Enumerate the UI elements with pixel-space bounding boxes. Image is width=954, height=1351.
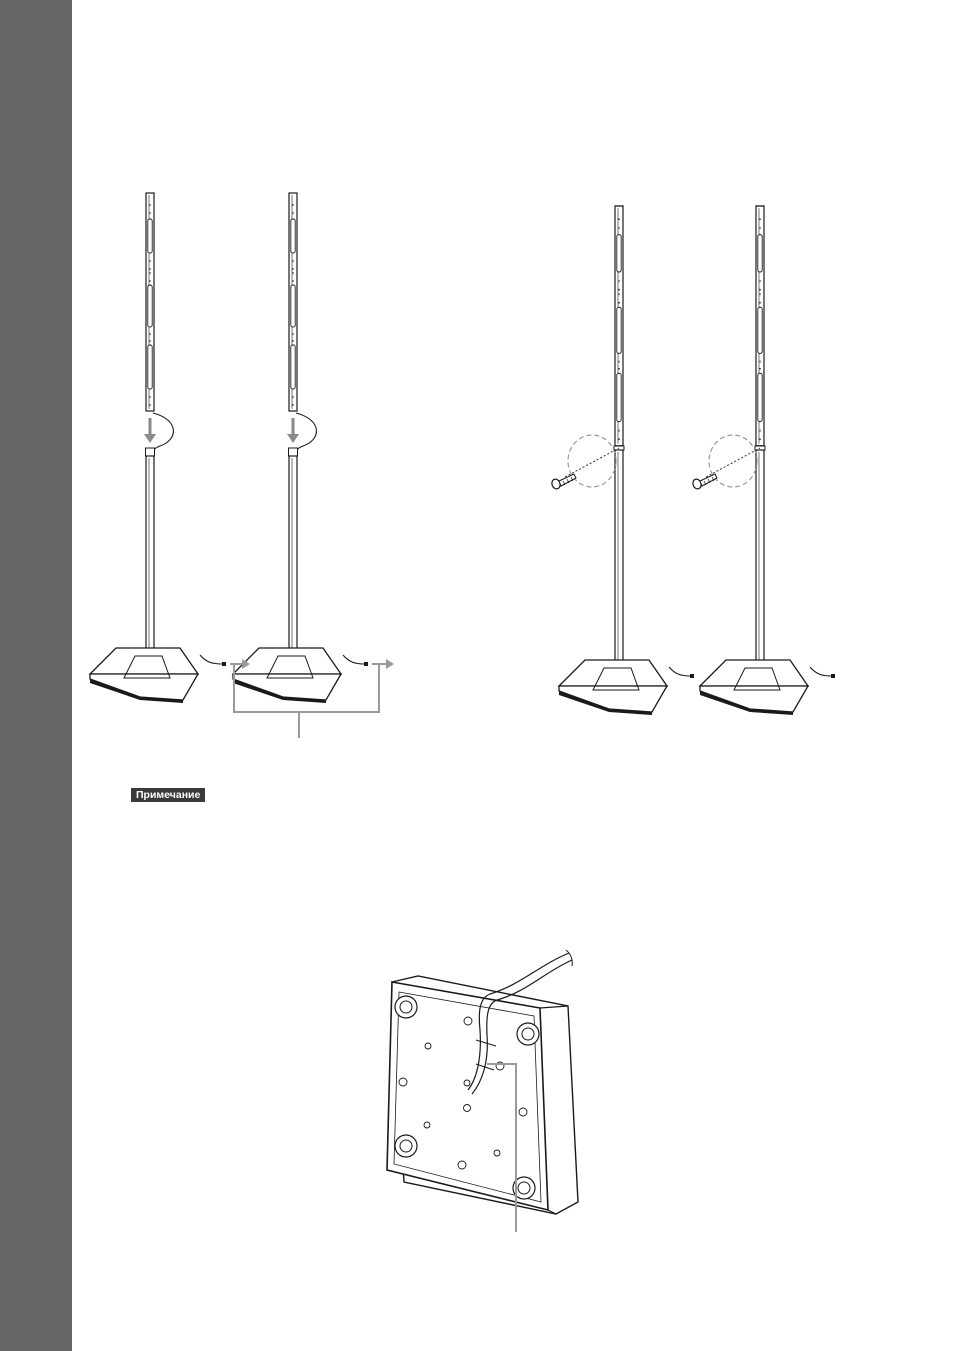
base-underside-figure xyxy=(387,950,578,1232)
stand-screw-figure-right xyxy=(551,206,835,715)
stand-right-b xyxy=(692,206,835,715)
stand-assembly-figure-left xyxy=(90,193,394,738)
stand-right-a xyxy=(551,206,694,715)
note-badge: Примечание xyxy=(131,788,205,802)
stand-left-a xyxy=(90,193,226,703)
stand-left-b xyxy=(233,193,368,703)
